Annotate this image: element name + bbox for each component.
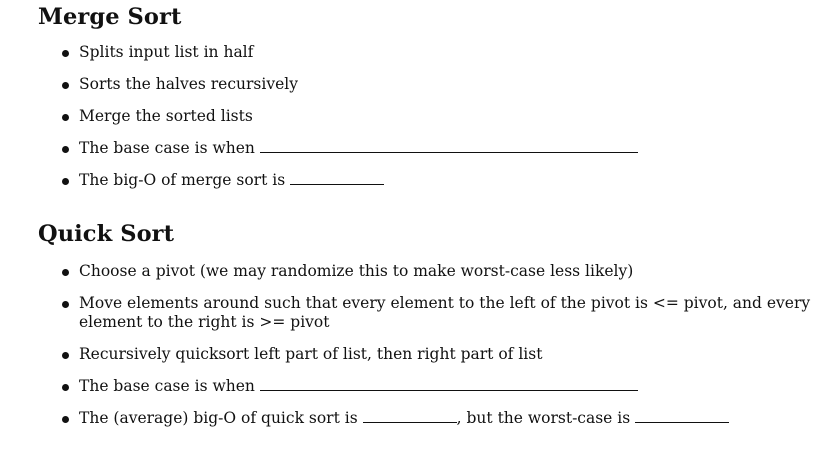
list-item	[38, 409, 830, 428]
item-text: Recursively quicksort left part of list, then right part of list	[79, 345, 543, 363]
item-text: The big-O of merge sort is	[79, 171, 286, 189]
merge-sort-list	[38, 43, 830, 190]
quick-sort-heading: Quick Sort	[38, 221, 175, 247]
item-text: Merge the sorted lists	[79, 107, 253, 125]
list-item	[38, 377, 830, 396]
bullet-icon	[62, 301, 69, 308]
fill-in-blank[interactable]	[635, 409, 729, 423]
item-text: Sorts the halves recursively	[79, 75, 298, 93]
merge-sort-heading: Merge Sort	[38, 4, 182, 30]
quick-sort-section	[38, 220, 830, 428]
bullet-icon	[62, 50, 69, 57]
bullet-icon	[62, 269, 69, 276]
item-text: The (average) big-O of quick sort is	[79, 409, 358, 427]
item-text: The base case is when	[79, 139, 255, 157]
item-text: , but the worst-case is	[456, 409, 631, 427]
list-item	[38, 107, 830, 126]
list-item	[38, 139, 830, 158]
item-text: Choose a pivot (we may randomize this to make worst-case less likely)	[79, 262, 634, 280]
item-text: Splits input list in half	[79, 43, 254, 61]
bullet-icon	[62, 114, 69, 121]
fill-in-blank[interactable]	[260, 377, 638, 391]
bullet-icon	[62, 82, 69, 89]
bullet-icon	[62, 416, 69, 423]
fill-in-blank[interactable]	[260, 139, 638, 153]
merge-sort-section	[38, 3, 830, 190]
item-text: The base case is when	[79, 377, 255, 395]
bullet-icon	[62, 384, 69, 391]
list-item	[38, 43, 830, 62]
bullet-icon	[62, 146, 69, 153]
fill-in-blank[interactable]	[363, 409, 457, 423]
fill-in-blank[interactable]	[290, 171, 384, 185]
bullet-icon	[62, 352, 69, 359]
list-item	[38, 262, 830, 281]
bullet-icon	[62, 178, 69, 185]
list-item	[38, 294, 830, 332]
list-item	[38, 345, 830, 364]
list-item	[38, 75, 830, 94]
item-text: Move elements around such that every element to the left of the pivot is <= pivot, and every element to the right is >= pivot	[79, 294, 811, 331]
quick-sort-list	[38, 262, 830, 428]
list-item	[38, 171, 830, 190]
